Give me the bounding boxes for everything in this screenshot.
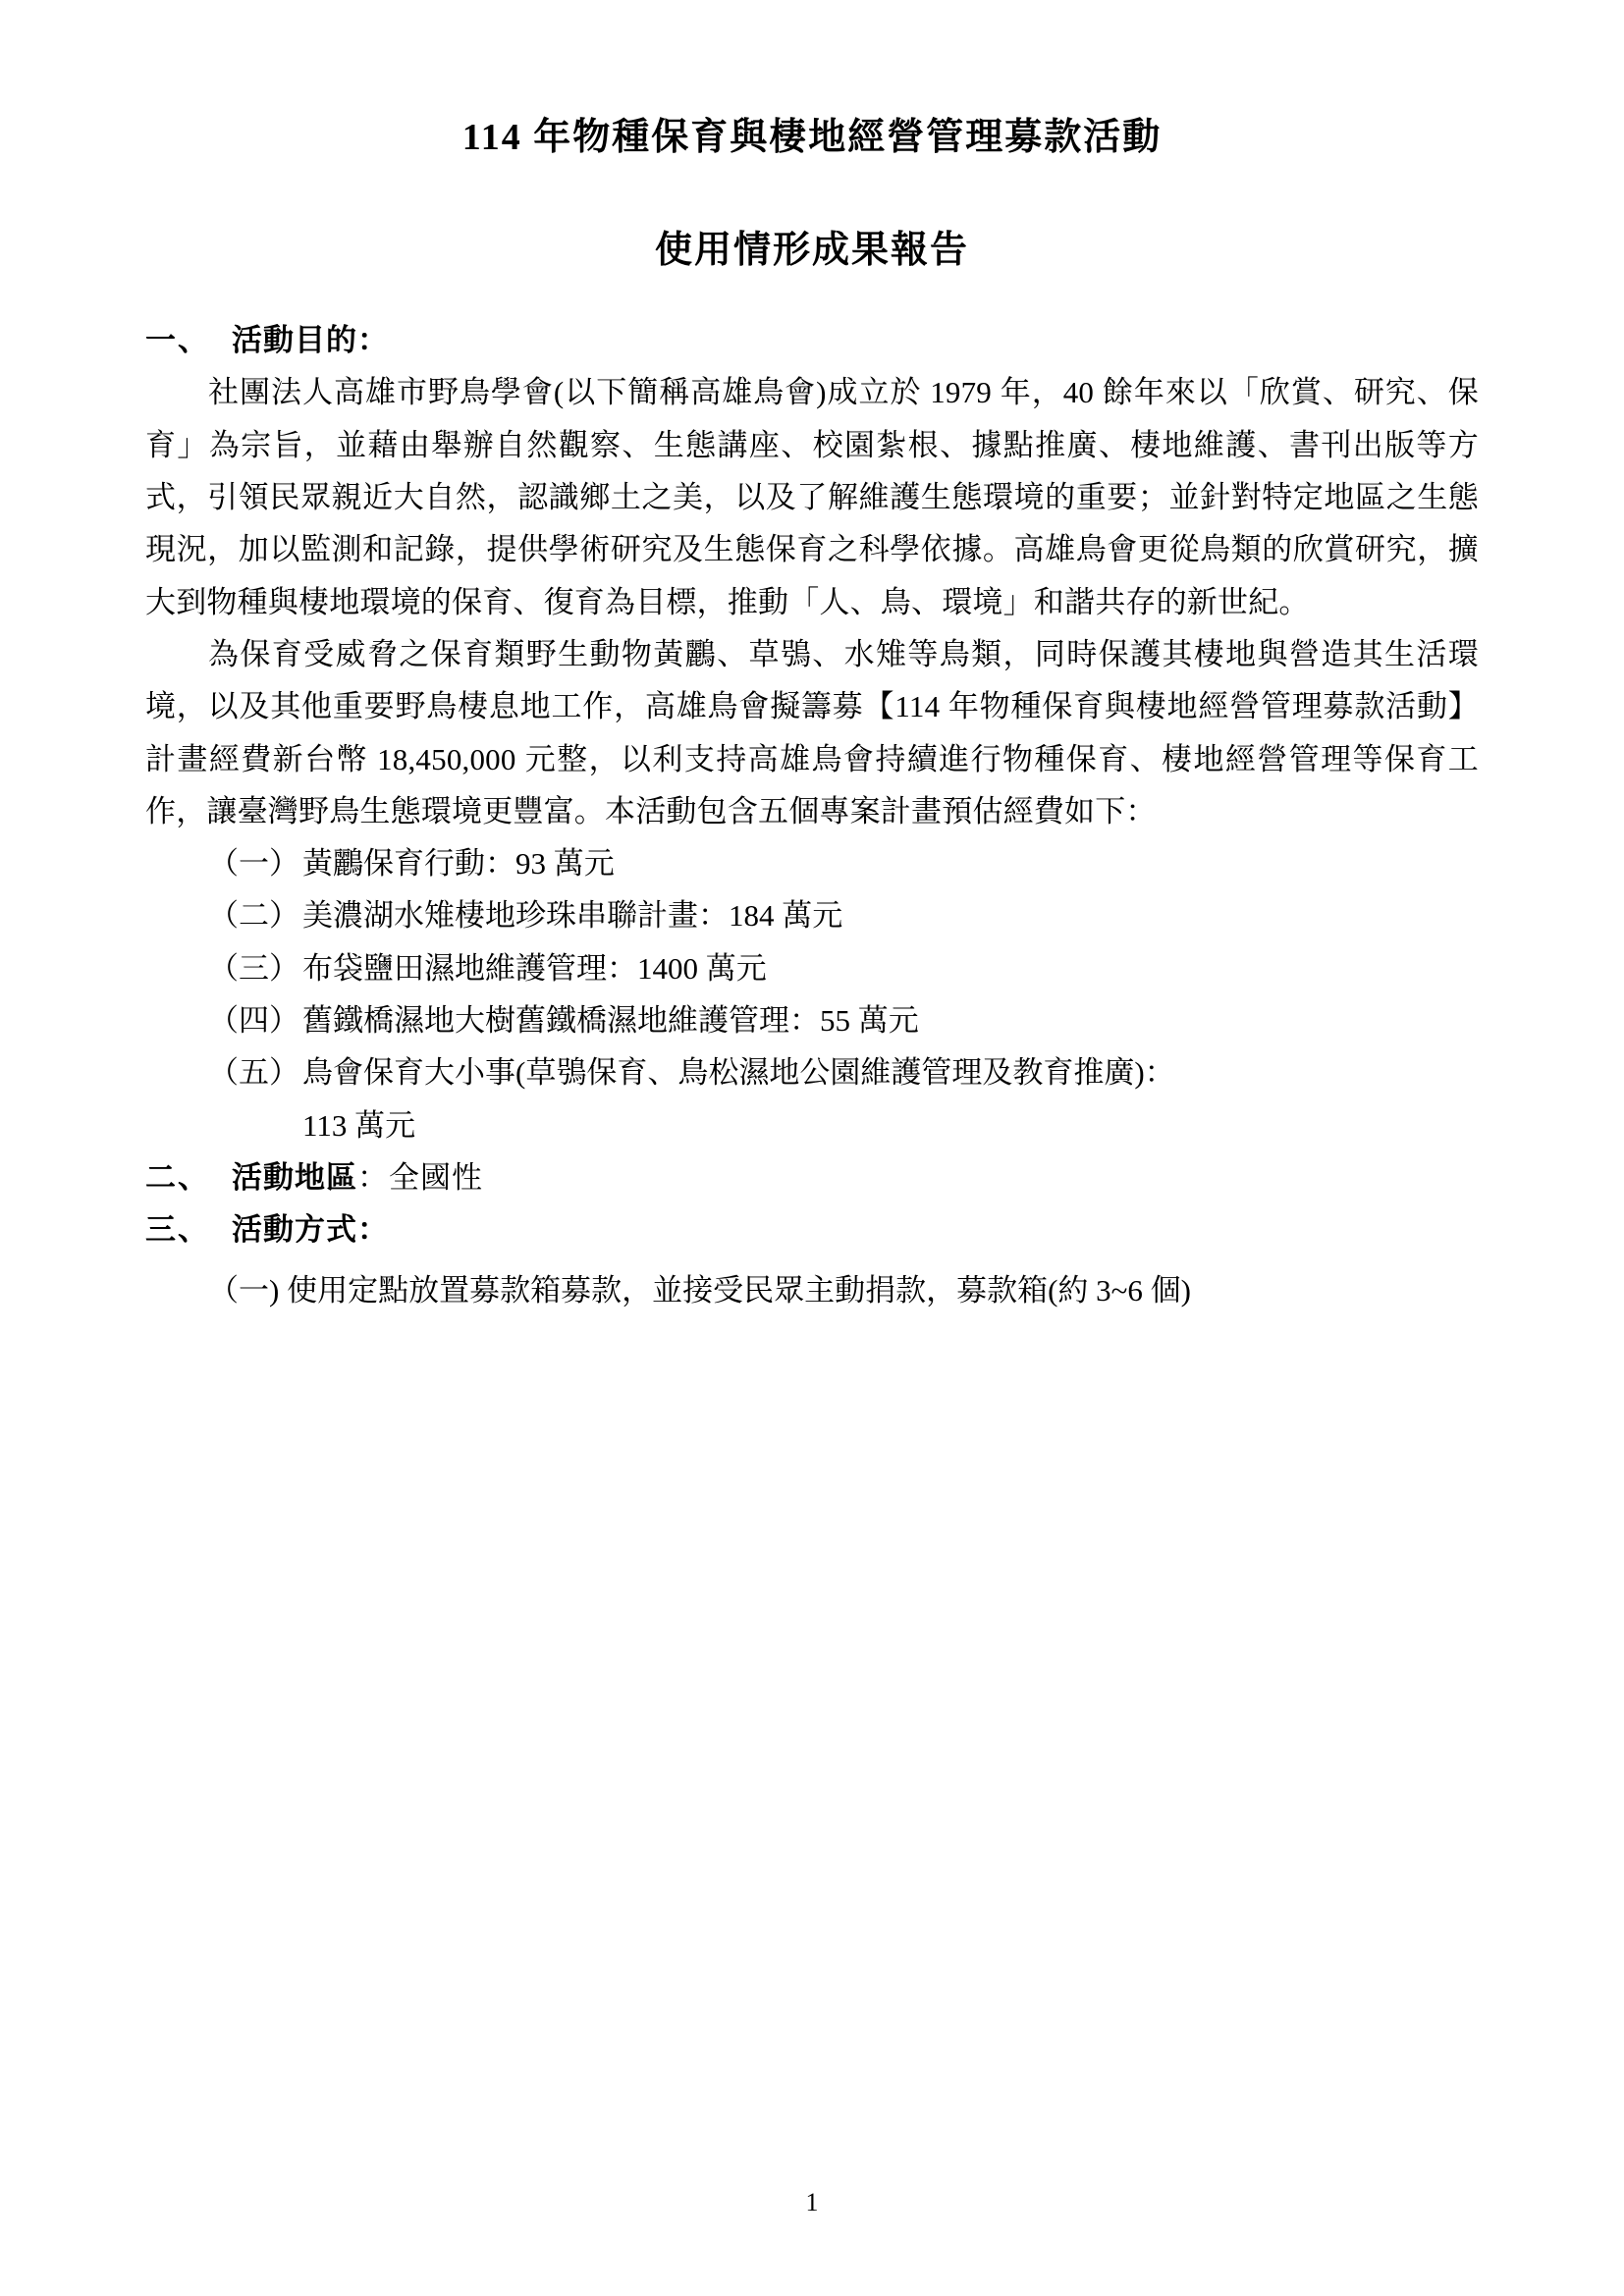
list-item-continuation-label: 113 萬元 bbox=[302, 1107, 416, 1143]
list-item-marker: （二） bbox=[208, 898, 299, 934]
section-number: 一、 bbox=[145, 323, 210, 357]
list-item-label: 鳥會保育大小事(草鴞保育、鳥松濕地公園維護管理及教育推廣)： bbox=[302, 1055, 1175, 1091]
list-item-continuation bbox=[145, 1099, 1479, 1151]
spacer bbox=[145, 279, 1479, 296]
list-item bbox=[145, 994, 1479, 1046]
section-label: 活動方式： bbox=[232, 1212, 389, 1248]
list-item-label: 美濃湖水雉棲地珍珠串聯計畫：184 萬元 bbox=[302, 898, 843, 934]
list-item-label: 布袋鹽田濕地維護管理：1400 萬元 bbox=[302, 950, 767, 986]
list-item bbox=[145, 942, 1479, 994]
section-value: ：全國性 bbox=[357, 1160, 483, 1195]
page-number: 1 bbox=[805, 2188, 819, 2216]
list-item bbox=[145, 837, 1479, 889]
spacer bbox=[145, 1256, 1479, 1264]
spacer bbox=[145, 296, 1479, 314]
list-item-marker: （三） bbox=[208, 950, 299, 986]
page-title: 114 年物種保育與棲地經營管理募款活動 bbox=[461, 117, 1163, 158]
page-subtitle: 使用情形成果報告 bbox=[654, 230, 969, 271]
paragraph-organization-intro: 社團法人高雄市野鳥學會(以下簡稱高雄鳥會)成立於 1979 年，40 餘年來以「欣賞、研究、保育」為宗旨，並藉由舉辦自然觀察、生態講座、校園紮根、據點推廣、棲地維護、書刊出版等方式，引領民眾親近大自然，認識鄉土之美，以及了解維護生態環境的重要；並針對特定地區之生態現況，加以監測和記錄，提供學術研究及生態保育之科學依據。高雄鳥會更從鳥類的欣賞研究，擴大到物種與棲地環境的保育、復育為目標，推動「人、鳥、環境」和諧共存的新世紀。 bbox=[145, 375, 1479, 619]
list-item-label: 黃鸝保育行動：93 萬元 bbox=[302, 846, 615, 881]
section-heading-method bbox=[145, 1203, 1479, 1255]
list-item-marker: （四） bbox=[208, 1003, 299, 1039]
section-number: 二、 bbox=[145, 1160, 210, 1195]
section-label: 活動地區 bbox=[232, 1160, 357, 1195]
section-label: 活動目的： bbox=[232, 323, 389, 357]
paragraph-fundraising-purpose: 為保育受威脅之保育類野生動物黃鸝、草鴞、水雉等鳥類，同時保護其棲地與營造其生活環境，以及其他重要野鳥棲息地工作，高雄鳥會擬籌募【114 年物種保育與棲地經營管理募款活動】計畫經費新台幣 18,450,000 元整，以利支持高雄鳥會持續進行物種保育、棲地經營管理等保育工作，讓臺灣野鳥生態環境更豐富。本活動包含五個專案計畫預估經費如下： bbox=[145, 636, 1479, 828]
list-item bbox=[145, 889, 1479, 941]
list-item-label: 舊鐵橋濕地大樹舊鐵橋濕地維護管理：55 萬元 bbox=[302, 1003, 919, 1039]
list-item-marker: （五） bbox=[208, 1055, 299, 1091]
method-list-item: （一) 使用定點放置募款箱募款，並接受民眾主動捐款，募款箱(約 3~6 個) bbox=[208, 1272, 1191, 1308]
section-heading-purpose bbox=[145, 314, 1479, 366]
section-heading-region bbox=[145, 1151, 1479, 1203]
section-number: 三、 bbox=[145, 1212, 210, 1248]
list-item bbox=[145, 1046, 1479, 1098]
list-item-marker: （一） bbox=[208, 846, 299, 881]
